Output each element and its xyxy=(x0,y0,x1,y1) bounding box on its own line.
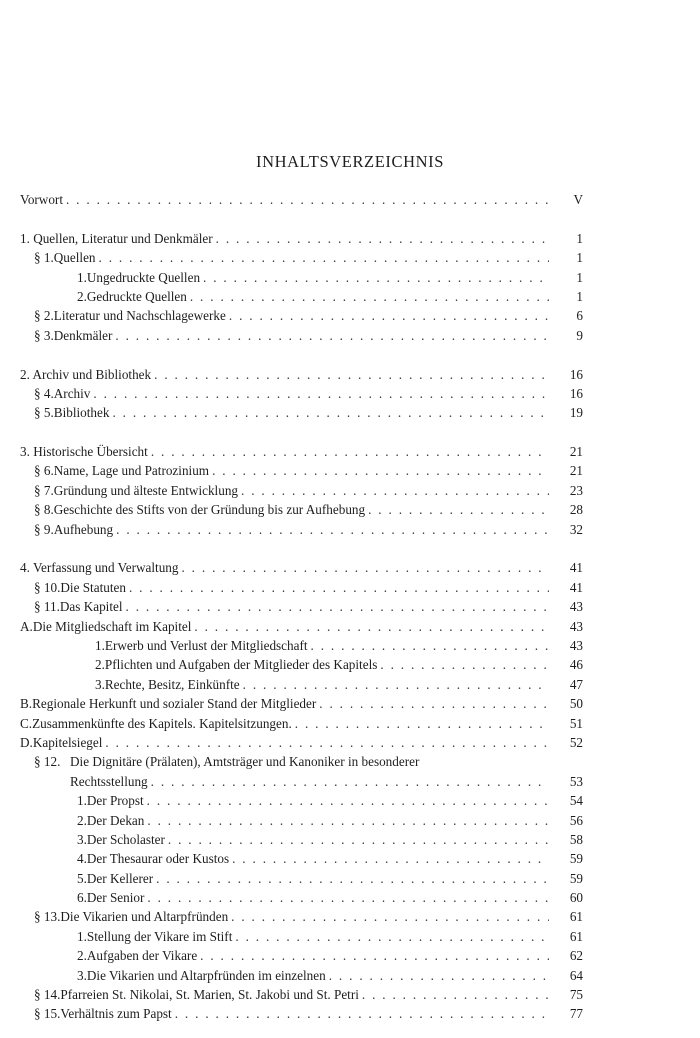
dot-leader xyxy=(240,675,549,694)
toc-entry-number: § 3. xyxy=(34,327,54,343)
dot-leader xyxy=(96,248,549,267)
toc-entry-number: 1. xyxy=(77,793,87,809)
dot-leader xyxy=(90,384,549,403)
toc-entry-title: Aufhebung xyxy=(53,521,114,537)
toc-entry-page: 9 xyxy=(576,327,583,343)
dot-leader xyxy=(148,442,549,461)
dot-leader xyxy=(172,1004,549,1023)
toc-entry xyxy=(20,461,583,480)
toc-entry-title: Die Dignitäre (Prälaten), Amtsträger und Kanoniker in besonderer xyxy=(70,754,420,770)
toc-entry-title: Regionale Herkunft und sozialer Stand der Mitglieder xyxy=(32,696,317,712)
dot-leader xyxy=(365,500,549,519)
toc-entry-page: 1 xyxy=(576,288,583,304)
toc-entry-title: Rechtsstellung xyxy=(70,773,148,789)
toc-entry xyxy=(20,384,583,403)
dot-leader xyxy=(316,694,549,713)
toc-entry-title: Geschichte des Stifts von der Gründung bis zur Aufhebung xyxy=(53,502,366,518)
toc-entry xyxy=(20,946,583,965)
toc-entry-title: Der Thesaurar oder Kustos xyxy=(86,851,230,867)
toc-entry-title: Gründung und älteste Entwicklung xyxy=(53,482,239,498)
toc-entry-page: 6 xyxy=(576,308,583,324)
toc-entry-number: 4. xyxy=(77,851,87,867)
toc-entry xyxy=(20,849,583,868)
toc-entry xyxy=(20,733,583,752)
toc-entry-title: Denkmäler xyxy=(53,327,113,343)
toc-entry-number: 5. xyxy=(77,870,87,886)
dot-leader xyxy=(213,229,549,248)
dot-leader xyxy=(359,985,549,1004)
toc-entry-title: Der Dekan xyxy=(86,812,145,828)
toc-entry xyxy=(20,578,583,597)
toc-entry-page: 1 xyxy=(576,250,583,266)
dot-leader xyxy=(165,830,549,849)
toc-entry-title: Ungedruckte Quellen xyxy=(86,269,201,285)
toc-entry-title: Erwerb und Verlust der Mitgliedschaft xyxy=(104,637,308,653)
toc-entry xyxy=(20,791,583,810)
toc-entry-title: Das Kapitel xyxy=(59,599,123,615)
toc-entry xyxy=(20,365,583,384)
toc-entry-page: 32 xyxy=(569,521,583,537)
toc-entry-number: § 10. xyxy=(34,579,61,595)
toc-entry-page: 59 xyxy=(569,870,583,886)
toc-entry xyxy=(20,927,583,946)
toc-entry-page: 43 xyxy=(569,637,583,653)
toc-entry xyxy=(20,966,583,985)
toc-entry-title: Archiv xyxy=(53,385,91,401)
toc-entry xyxy=(20,907,583,926)
toc-entry-number: 2. xyxy=(77,288,87,304)
toc-entry-number: 1. xyxy=(77,269,87,285)
toc-entry-page: 62 xyxy=(569,948,583,964)
toc-entry-number: § 5. xyxy=(34,405,54,421)
toc-entry-number: § 13. xyxy=(34,909,61,925)
toc-entry-page: 28 xyxy=(569,502,583,518)
dot-leader xyxy=(126,578,549,597)
toc-entry-title: Der Scholaster xyxy=(86,831,165,847)
dot-leader xyxy=(112,326,549,345)
toc-entry xyxy=(20,248,583,267)
toc-entry-page: 53 xyxy=(569,773,583,789)
toc-entry-title: Aufgaben der Vikare xyxy=(86,948,198,964)
toc-entry-number: 3. xyxy=(95,676,105,692)
toc-entry-page: 50 xyxy=(569,696,583,712)
toc-entry-page: V xyxy=(573,192,583,207)
toc-entry-page: 46 xyxy=(569,657,583,673)
toc-entry-title: 4. Verfassung und Verwaltung xyxy=(20,560,179,576)
toc-entry-number: § 12. xyxy=(34,754,61,770)
toc-entry-page: 61 xyxy=(569,928,583,944)
toc-entry-number: § 14. xyxy=(34,987,61,1003)
toc-entry-number: 1. xyxy=(77,928,87,944)
toc-entry-number: 3. xyxy=(77,831,87,847)
dot-leader xyxy=(109,403,549,422)
toc-entry-number: § 8. xyxy=(34,502,54,518)
toc-entry-number: 1. xyxy=(95,637,105,653)
toc-entry-page: 19 xyxy=(569,405,583,421)
toc-entry-number: 2. xyxy=(77,948,87,964)
toc-entry xyxy=(20,869,583,888)
toc-entry-title: 1. Quellen, Literatur und Denkmäler xyxy=(20,230,213,246)
toc-entry-page: 21 xyxy=(569,463,583,479)
toc-entry-title: Vorwort xyxy=(20,192,63,207)
dot-leader xyxy=(153,869,549,888)
toc-entry-number: 2. xyxy=(95,657,105,673)
toc-entry xyxy=(20,190,583,209)
toc-entry-number: D. xyxy=(20,734,33,750)
dot-leader xyxy=(209,461,549,480)
toc-entry-number: § 2. xyxy=(34,308,54,324)
toc-entry-page: 52 xyxy=(569,734,583,750)
toc-entry xyxy=(20,287,583,306)
toc-entry xyxy=(20,636,583,655)
toc-entry-page: 1 xyxy=(576,230,583,246)
toc-entry-title: Stellung der Vikare im Stift xyxy=(86,928,233,944)
toc-entry-number: § 1. xyxy=(34,250,54,266)
toc-entry-title: Name, Lage und Patrozinium xyxy=(53,463,210,479)
toc-entry-page: 77 xyxy=(569,1006,583,1022)
toc-entry xyxy=(20,326,583,345)
toc-entry-number: § 15. xyxy=(34,1006,61,1022)
toc-entry-number: § 7. xyxy=(34,482,54,498)
toc-entry xyxy=(20,985,583,1004)
toc-entry-page: 41 xyxy=(569,560,583,576)
toc-entry-title: Der Kellerer xyxy=(86,870,154,886)
toc-entry-number: § 9. xyxy=(34,521,54,537)
dot-leader xyxy=(377,655,549,674)
toc-entry-title: Bibliothek xyxy=(53,405,110,421)
toc-entry-page: 47 xyxy=(569,676,583,692)
toc-entry-page: 1 xyxy=(576,269,583,285)
toc-entry xyxy=(20,888,583,907)
toc-entry xyxy=(20,268,583,287)
dot-leader xyxy=(144,811,549,830)
dot-leader xyxy=(151,365,549,384)
toc-entry-title: Zusammenkünfte des Kapitels. Kapitelsitzungen. xyxy=(32,715,292,731)
toc-entry xyxy=(20,617,583,636)
dot-leader xyxy=(123,597,549,616)
toc-entry xyxy=(20,694,583,713)
toc-entry-title: Verhältnis zum Papst xyxy=(60,1006,172,1022)
toc-entry-number: B. xyxy=(20,696,33,712)
toc-entry-page: 23 xyxy=(569,482,583,498)
toc-entry-page: 21 xyxy=(569,444,583,460)
toc-entry-title: Die Statuten xyxy=(60,579,126,595)
dot-leader xyxy=(229,849,549,868)
toc-entry xyxy=(20,655,583,674)
toc-entry-number: § 11. xyxy=(34,599,60,615)
toc-entry-number: 6. xyxy=(77,890,87,906)
toc-entry xyxy=(20,229,583,248)
toc-entry-title: Literatur und Nachschlagewerke xyxy=(53,308,226,324)
toc-entry-page: 61 xyxy=(569,909,583,925)
toc-entry-title: Quellen xyxy=(53,250,96,266)
dot-leader xyxy=(191,617,549,636)
dot-leader xyxy=(187,287,549,306)
dot-leader xyxy=(178,558,549,577)
toc-entry xyxy=(20,675,583,694)
dot-leader xyxy=(232,927,549,946)
toc-entry xyxy=(20,714,583,733)
toc-entry xyxy=(20,1004,583,1023)
toc-entry-page: 59 xyxy=(569,851,583,867)
dot-leader xyxy=(308,636,549,655)
dot-leader xyxy=(197,946,549,965)
dot-leader xyxy=(326,966,549,985)
dot-leader xyxy=(200,268,549,287)
toc-entry xyxy=(20,403,583,422)
toc-entry xyxy=(20,500,583,519)
toc-entry xyxy=(20,520,583,539)
toc-entry xyxy=(20,772,583,791)
dot-leader xyxy=(113,520,549,539)
dot-leader xyxy=(292,714,549,733)
toc-entry-title: 3. Historische Übersicht xyxy=(20,444,148,460)
toc-entry-page: 58 xyxy=(569,831,583,847)
toc-entry xyxy=(20,597,583,616)
toc-entry-title: Rechte, Besitz, Einkünfte xyxy=(104,676,240,692)
toc-entry-page: 16 xyxy=(569,366,583,382)
toc-entry-page: 56 xyxy=(569,812,583,828)
toc-entry-title: Gedruckte Quellen xyxy=(86,288,187,304)
dot-leader xyxy=(238,481,549,500)
toc-entry xyxy=(20,442,583,461)
toc-entry xyxy=(20,481,583,500)
toc-entry xyxy=(20,811,583,830)
toc-entry-number: § 4. xyxy=(34,385,54,401)
toc-entry xyxy=(20,830,583,849)
toc-entry-number: 2. xyxy=(77,812,87,828)
toc-entry-page: 51 xyxy=(569,715,583,731)
toc-entry-page: 64 xyxy=(569,967,583,983)
toc-entry-title: Die Mitgliedschaft im Kapitel xyxy=(32,618,192,634)
toc-entry-title: Pflichten und Aufgaben der Mitglieder des Kapitels xyxy=(104,657,378,673)
toc-entry-page: 54 xyxy=(569,793,583,809)
toc-entry-title: 2. Archiv und Bibliothek xyxy=(20,366,152,382)
toc-entry-page: 75 xyxy=(569,987,583,1003)
dot-leader xyxy=(148,772,549,791)
dot-leader xyxy=(63,190,549,209)
toc-entry-title: Kapitelsiegel xyxy=(32,734,103,750)
toc-entry xyxy=(20,306,583,325)
toc-entry-page: 41 xyxy=(569,579,583,595)
toc-entry-number: C. xyxy=(20,715,33,731)
toc-entry-page: 16 xyxy=(569,385,583,401)
toc-entry-number: A. xyxy=(20,618,33,634)
toc-entry-title: Der Propst xyxy=(86,793,144,809)
toc-entry-number: 3. xyxy=(77,967,87,983)
dot-leader xyxy=(228,907,549,926)
toc-entry-title: Der Senior xyxy=(86,890,145,906)
dot-leader xyxy=(144,888,549,907)
toc-entry xyxy=(20,558,583,577)
dot-leader xyxy=(102,733,549,752)
toc-entry-title: Pfarreien St. Nikolai, St. Marien, St. Jakobi und St. Petri xyxy=(60,987,359,1003)
dot-leader xyxy=(226,306,549,325)
toc-entry-page: 43 xyxy=(569,618,583,634)
page-title: INHALTSVERZEICHNIS xyxy=(255,152,445,171)
table-of-contents xyxy=(20,190,583,1024)
toc-entry-number: § 6. xyxy=(34,463,54,479)
toc-entry xyxy=(20,752,583,771)
toc-entry-title: Die Vikarien und Altarpfründen im einzelnen xyxy=(86,967,326,983)
toc-entry-page: 60 xyxy=(569,890,583,906)
toc-entry-page: 43 xyxy=(569,599,583,615)
dot-leader xyxy=(144,791,549,810)
toc-entry-title: Die Vikarien und Altarpfründen xyxy=(60,909,229,925)
